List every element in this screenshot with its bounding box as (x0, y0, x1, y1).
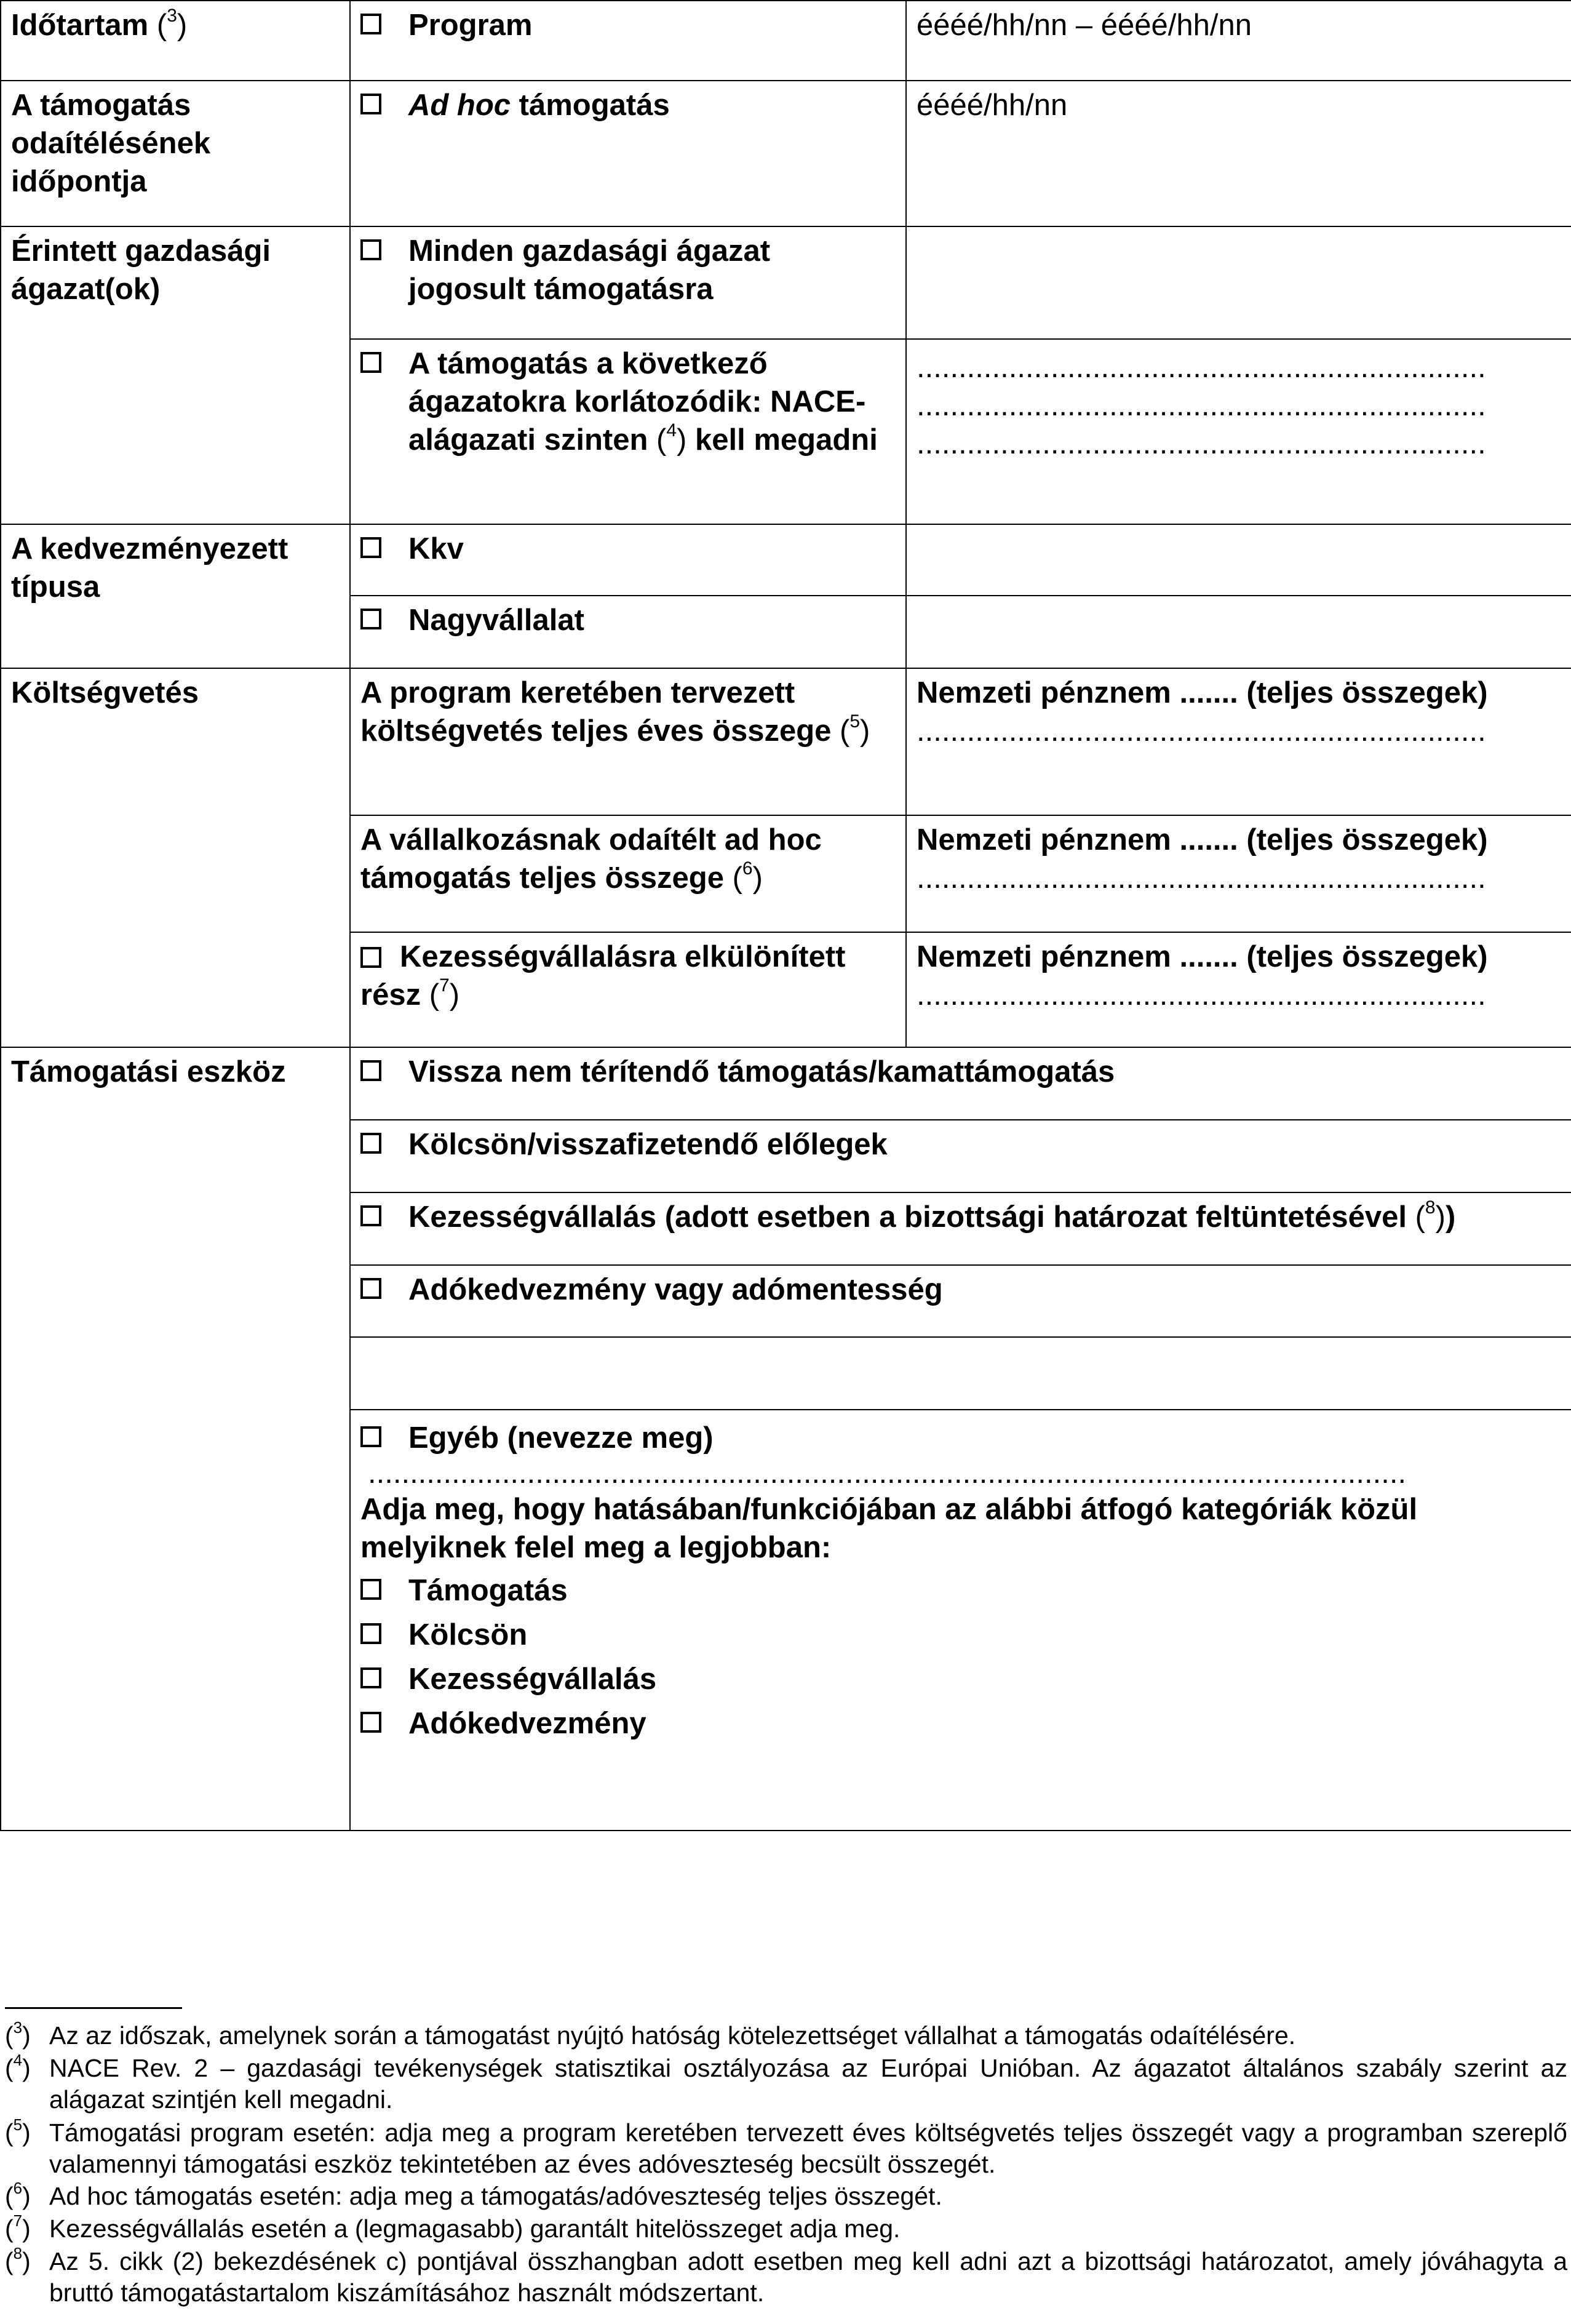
guarantee-text-end: ) (1445, 1200, 1456, 1234)
sme-label: Kkv (408, 532, 464, 565)
duration-label: Időtartam (11, 9, 149, 42)
all-sectors-label: Minden gazdasági ágazat jogosult támogatásra (408, 234, 771, 306)
grant-label: Vissza nem térítendő támogatás/kamattámogatás (408, 1055, 1115, 1088)
row-duration (1, 1, 1571, 81)
award-date-label: A támogatás odaítélésének időpontja (11, 89, 211, 198)
cat-grant-label: Támogatás (408, 1574, 568, 1607)
checkbox-all-sectors[interactable] (360, 239, 381, 260)
footnote-ref: 7 (439, 975, 450, 996)
loan-label: Kölcsön/visszafizetendő előlegek (408, 1128, 888, 1161)
sector-fill-line[interactable]: .................................................................... (917, 351, 1486, 384)
footnote-number: 8 (13, 2244, 23, 2262)
instrument-label: Támogatási eszköz (11, 1055, 286, 1088)
footnote-separator (5, 2007, 182, 2009)
checkbox-restricted-sectors[interactable] (360, 352, 381, 373)
row-award-date (1, 81, 1571, 226)
footnote-number: 7 (13, 2211, 23, 2230)
currency-label: Nemzeti pénznem ....... (teljes összegek) (917, 823, 1488, 857)
checkbox-ad-hoc[interactable] (360, 94, 381, 114)
sector-fill-line[interactable]: .................................................................... (917, 389, 1486, 422)
checkbox-cat-guarantee[interactable] (360, 1667, 381, 1688)
row-budget-2: A vállalkozásnak odaítélt ad hoc támogatás teljes összege ($^6$) Nemzeti pénznem ....... (teljes összegek) .................................................................... (1, 815, 1571, 932)
ad-hoc-total-label: A vállalkozásnak odaítélt ad hoc támogatás teljes összege (360, 823, 822, 895)
guarantee-part-label: Kezességvállalásra elkülönített rész (360, 940, 846, 1012)
checkbox-guarantee-part[interactable] (360, 947, 381, 968)
footnote-text: NACE Rev. 2 – gazdasági tevékenységek statisztikai osztályozása az Európai Unióban. Az ágazatot általános szabály szerint az alágazat szintjén kell megadni. (49, 2054, 1567, 2114)
other-fill-line[interactable]: ............................................................................................................................ (368, 1457, 1407, 1489)
footnote-text: Kezességvállalás esetén a (legmagasabb) garantált hitelösszeget adja meg. (49, 2214, 901, 2243)
checkbox-cat-grant[interactable] (360, 1579, 381, 1600)
checkbox-sme[interactable] (360, 537, 381, 558)
checkbox-loan[interactable] (360, 1133, 381, 1154)
budget-label: Költségvetés (11, 676, 199, 709)
footnote-ref: 8 (1425, 1197, 1436, 1218)
cat-tax-label: Adókedvezmény (408, 1707, 646, 1740)
budget-fill-line[interactable]: .................................................................... (917, 861, 1486, 895)
cat-guarantee-label: Kezességvállalás (408, 1663, 657, 1696)
checkbox-grant[interactable] (360, 1060, 381, 1081)
ad-hoc-rest: támogatás (511, 89, 670, 122)
footnote-number: 5 (13, 2115, 23, 2134)
guarantee-text: Kezességvállalás (adott esetben a bizottsági határozat feltüntetésével (408, 1200, 1407, 1234)
checkbox-cat-loan[interactable] (360, 1623, 381, 1644)
cat-loan-label: Kölcsön (408, 1618, 528, 1651)
budget-annual-label: A program keretében tervezett költségvetés teljes éves összege (360, 676, 832, 748)
award-date-value: éééé/hh/nn (917, 89, 1068, 122)
ad-hoc-option-label (408, 86, 670, 124)
restricted-sectors-text-end: kell megadni (686, 423, 878, 457)
category-question: Adja meg, hogy hatásában/funkciójában az alábbi átfogó kategóriák közül melyiknek felel meg a legjobban: (360, 1493, 1418, 1564)
footnote-ref: 4 (666, 420, 677, 441)
large-enterprise-label: Nagyvállalat (408, 604, 584, 637)
footnote-ref: 5 (849, 711, 861, 732)
currency-label: Nemzeti pénznem ....... (teljes összegek) (917, 940, 1488, 973)
row-budget-3: Kezességvállalásra elkülönített rész ($^7$) Nemzeti pénznem ....... (teljes összegek) .................................................................... (1, 932, 1571, 1047)
budget-fill-line[interactable]: .................................................................... (917, 978, 1486, 1012)
footnote-ref: 3 (167, 6, 177, 26)
ad-hoc-italic: Ad hoc (408, 89, 511, 122)
program-option-label: Program (408, 9, 533, 42)
row-instrument-1 (1, 1047, 1571, 1120)
sectors-label: Érintett gazdasági ágazat(ok) (11, 234, 271, 306)
guarantee-label: Kezességvállalás (adott esetben a bizottsági határozat feltüntetésével ($^8$)) (408, 1197, 1456, 1234)
footnote-text: Az az időszak, amelynek során a támogatást nyújtó hatóság kötelezettséget vállalhat a támogatás odaítélésére. (49, 2021, 1296, 2050)
restricted-sectors-text: A támogatás a következő ágazatokra korlátozódik: NACE-alágazati szinten (408, 347, 866, 457)
budget-fill-line[interactable]: .................................................................... (917, 714, 1486, 748)
restricted-sectors-label: A támogatás a következő ágazatokra korlátozódik: NACE-alágazati szinten ($^4$) kell megadni (408, 347, 878, 457)
duration-date-range: éééé/hh/nn – éééé/hh/nn (917, 9, 1252, 42)
checkbox-tax-advantage[interactable] (360, 1278, 381, 1299)
sector-fill-line[interactable]: .................................................................... (917, 427, 1486, 460)
other-label: Egyéb (nevezze meg) (408, 1421, 714, 1455)
row-beneficiary-1 (1, 524, 1571, 596)
checkbox-other[interactable] (360, 1426, 381, 1447)
checkbox-guarantee[interactable] (360, 1205, 381, 1226)
footnote-number: 6 (13, 2179, 23, 2197)
footnote-text: Támogatási program esetén: adja meg a program keretében tervezett éves költségvetés teljes összegét vagy a programban szereplő valamennyi támogatási eszköz tekintetében az éves adóveszteség becsült összegét. (49, 2118, 1567, 2178)
row-budget-1: Költségvetés A program keretében tervezett költségvetés teljes éves összege ($^5$) Nemzeti pénznem ....... (teljes összegek) .................................................................... (1, 668, 1571, 815)
label-duration: Időtartam ($^3$) (1, 1, 350, 81)
row-sectors-1 (1, 226, 1571, 339)
currency-label: Nemzeti pénznem ....... (teljes összegek) (917, 676, 1488, 709)
beneficiary-label: A kedvezményezett típusa (11, 532, 288, 604)
tax-advantage-label: Adókedvezmény vagy adómentesség (408, 1273, 943, 1306)
footnote-ref: 6 (742, 858, 753, 879)
footnote-number: 3 (13, 2018, 23, 2037)
footnote-text: Az 5. cikk (2) bekezdésének c) pontjával összhangban adott esetben meg kell adni azt a bizottsági határozatot, amely jóváhagyta a bruttó támogatástartalom kiszámításához használt módszertant. (49, 2247, 1567, 2307)
checkbox-cat-tax[interactable] (360, 1712, 381, 1733)
footnote-text: Ad hoc támogatás esetén: adja meg a támogatás/adóveszteség teljes összegét. (49, 2182, 942, 2210)
checkbox-program[interactable] (360, 14, 381, 34)
footnote-number: 4 (13, 2051, 23, 2069)
checkbox-large-enterprise[interactable] (360, 609, 381, 629)
